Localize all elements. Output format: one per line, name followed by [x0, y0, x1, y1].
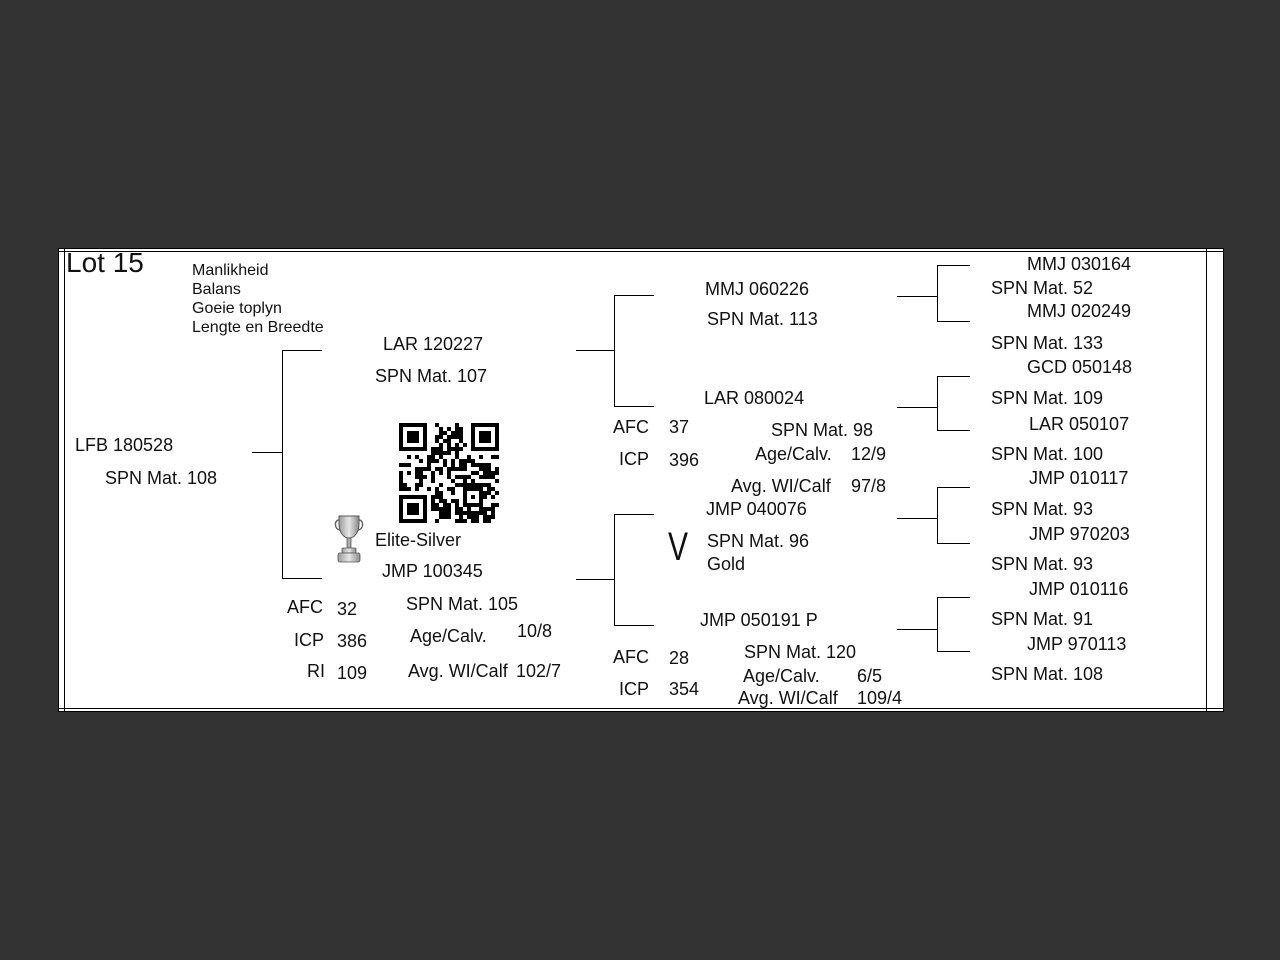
dam-dam-age-calv-label: Age/Calv. — [743, 666, 820, 686]
dam-dam-age-calv: 6/5 — [857, 666, 883, 686]
dam-dam-avg-wi: 109/4 — [857, 688, 903, 708]
dam-award: Elite-Silver — [375, 530, 462, 550]
dam-sire-id: JMP 040076 — [706, 499, 807, 519]
dam-dam-spn: SPN Mat. 120 — [744, 642, 857, 662]
sire-dam-spn: SPN Mat. 98 — [771, 420, 874, 440]
dam-sire-spn: SPN Mat. 96 — [707, 531, 810, 551]
dam-ri: 109 — [337, 663, 368, 683]
qr-code — [399, 423, 499, 523]
sire-dam-avg-wi-label: Avg. WI/Calf — [731, 476, 831, 496]
dam-dam-icp: 354 — [669, 679, 700, 699]
sire-spn: SPN Mat. 107 — [375, 366, 488, 386]
animal-spn: SPN Mat. 108 — [105, 468, 218, 488]
ggp-1-sire-spn: SPN Mat. 52 — [991, 278, 1094, 298]
dam-afc-label: AFC — [287, 597, 323, 617]
sire-dam-icp-label: ICP — [619, 449, 650, 469]
ggp-1-dam-spn: SPN Mat. 133 — [991, 333, 1104, 353]
sire-dam-age-calv: 12/9 — [851, 444, 887, 464]
ggp-3-dam-spn: SPN Mat. 93 — [991, 554, 1094, 574]
dam-age-calv: 10/8 — [517, 621, 553, 641]
dam-id: JMP 100345 — [382, 561, 483, 581]
ggp-1-sire: MMJ 030164 — [1027, 254, 1132, 274]
sire-dam-icp: 396 — [669, 450, 700, 470]
dam-sire-award: Gold — [707, 554, 746, 574]
trait-4: Lengte en Breedte — [192, 319, 324, 336]
lot-title: Lot 15 — [66, 247, 144, 278]
dam-afc: 32 — [337, 599, 358, 619]
dam-sire-mark: V — [668, 525, 689, 569]
sire-dam-id: LAR 080024 — [704, 388, 805, 408]
dam-dam-icp-label: ICP — [619, 679, 650, 699]
ggp-4-dam-spn: SPN Mat. 108 — [991, 664, 1104, 684]
ggp-4-sire-spn: SPN Mat. 91 — [991, 609, 1094, 629]
trophy-icon — [333, 514, 365, 564]
ggp-4-sire: JMP 010116 — [1029, 579, 1129, 599]
trait-1: Manlikheid — [192, 262, 269, 279]
sire-dam-age-calv-label: Age/Calv. — [755, 444, 832, 464]
ggp-1-dam: MMJ 020249 — [1027, 301, 1132, 321]
ggp-2-dam-spn: SPN Mat. 100 — [991, 444, 1104, 464]
sire-sire-spn: SPN Mat. 113 — [707, 309, 818, 329]
sire-sire-id: MMJ 060226 — [705, 279, 810, 299]
ggp-3-sire: JMP 010117 — [1029, 468, 1129, 488]
sire-id: LAR 120227 — [383, 334, 484, 354]
trait-3: Goeie toplyn — [192, 300, 282, 317]
sire-dam-afc: 37 — [669, 417, 690, 437]
ggp-2-dam: LAR 050107 — [1029, 414, 1130, 434]
ggp-3-dam: JMP 970203 — [1029, 524, 1130, 544]
dam-dam-afc-label: AFC — [613, 647, 649, 667]
ggp-3-sire-spn: SPN Mat. 93 — [991, 499, 1094, 519]
dam-icp: 386 — [337, 631, 368, 651]
sire-dam-afc-label: AFC — [613, 417, 649, 437]
dam-age-calv-label: Age/Calv. — [410, 626, 487, 646]
dam-spn: SPN Mat. 105 — [406, 594, 519, 614]
ggp-2-sire: GCD 050148 — [1027, 357, 1133, 377]
ggp-2-sire-spn: SPN Mat. 109 — [991, 388, 1104, 408]
dam-dam-id: JMP 050191 P — [700, 610, 818, 630]
dam-ri-label: RI — [307, 661, 325, 681]
ggp-4-dam: JMP 970113 — [1027, 634, 1127, 654]
dam-dam-avg-wi-label: Avg. WI/Calf — [738, 688, 838, 708]
sire-dam-avg-wi: 97/8 — [851, 476, 887, 496]
dam-avg-wi: 102/7 — [516, 661, 562, 681]
trait-2: Balans — [192, 281, 241, 298]
dam-avg-wi-label: Avg. WI/Calf — [408, 661, 508, 681]
animal-id: LFB 180528 — [75, 435, 174, 455]
dam-icp-label: ICP — [294, 630, 325, 650]
dam-dam-afc: 28 — [669, 648, 690, 668]
